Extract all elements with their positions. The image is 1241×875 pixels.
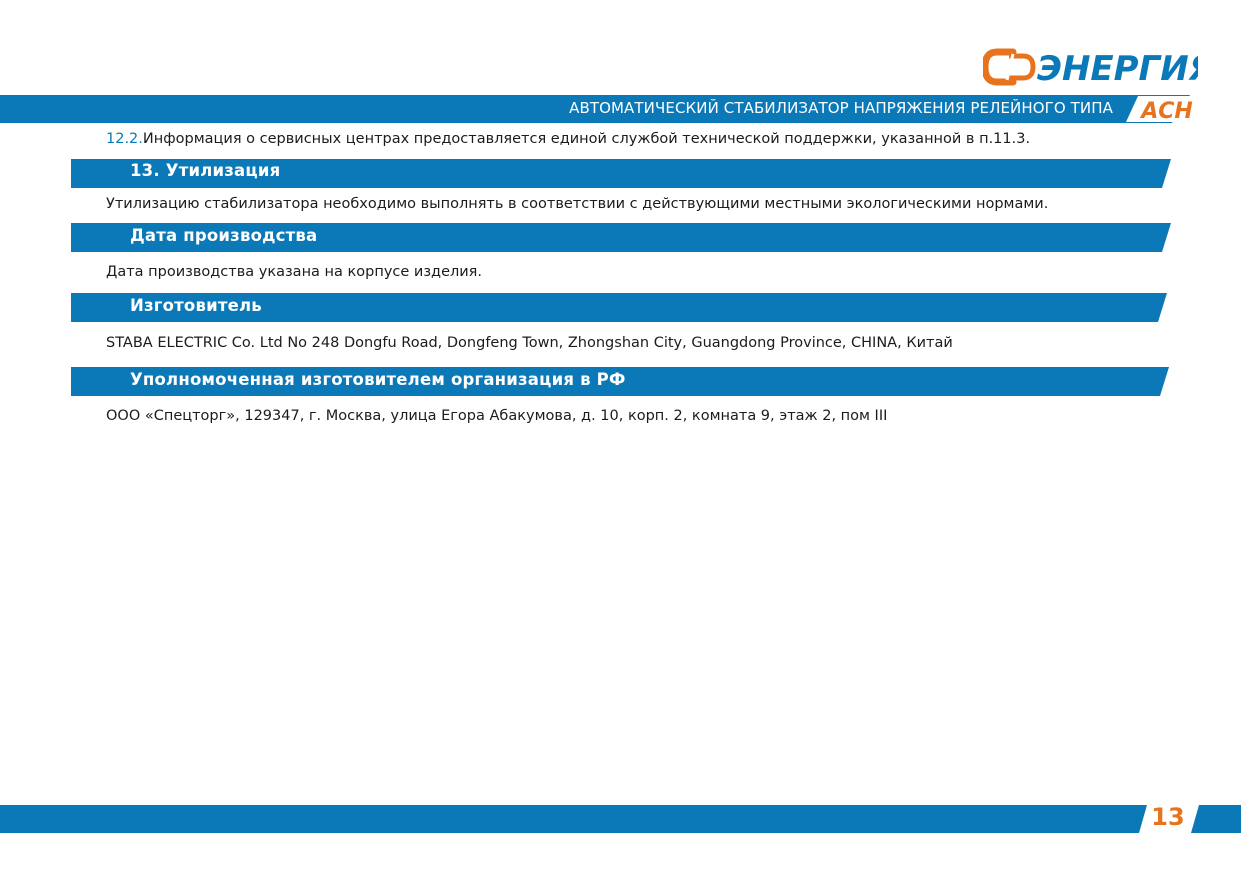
document-title: АВТОМАТИЧЕСКИЙ СТАБИЛИЗАТОР НАПРЯЖЕНИЯ РЕЛЕЙНОГО ТИПА (569, 99, 1113, 117)
section-title-manufacturer: Изготовитель (130, 296, 262, 315)
section-text-manufacturer: STABA ELECTRIC Co. Ltd No 248 Dongfu Road, Dongfeng Town, Zhongshan City, Guangdong Province, CHINA, Китай (106, 335, 953, 351)
section-text-authorized-org: ООО «Спецторг», 129347, г. Москва, улица Егора Абакумова, д. 10, корп. 2, комната 9, этаж 2, пом III (106, 408, 888, 424)
section-title-disposal: 13. Утилизация (130, 161, 281, 180)
section-text-production-date: Дата производства указана на корпусе изделия. (106, 264, 483, 280)
ash-badge-icon (1124, 94, 1210, 124)
brand-logo (983, 46, 1198, 88)
footer-bar-left (0, 805, 1147, 833)
logo-wordmark: ЭНЕРГИЯ (1037, 49, 1198, 88)
section-title-production-date: Дата производства (130, 226, 318, 245)
intro-text: Информация о сервисных центрах предоставляется единой службой технической поддержки, указанной в п.11.3. (142, 131, 1031, 147)
ash-badge-text: АСН (1141, 99, 1193, 124)
energia-logo-icon (983, 46, 1198, 88)
page-number: 13 (1151, 803, 1185, 831)
section-title-authorized-org: Уполномоченная изготовителем организация в РФ (130, 370, 626, 389)
section-text-disposal: Утилизацию стабилизатора необходимо выполнять в соответствии с действующими местными экологическими нормами. (106, 196, 1049, 212)
ash-badge (1124, 94, 1210, 124)
intro-paragraph (106, 130, 1030, 148)
footer-bar-right (1191, 805, 1241, 833)
intro-number: 12.2. (106, 131, 143, 147)
